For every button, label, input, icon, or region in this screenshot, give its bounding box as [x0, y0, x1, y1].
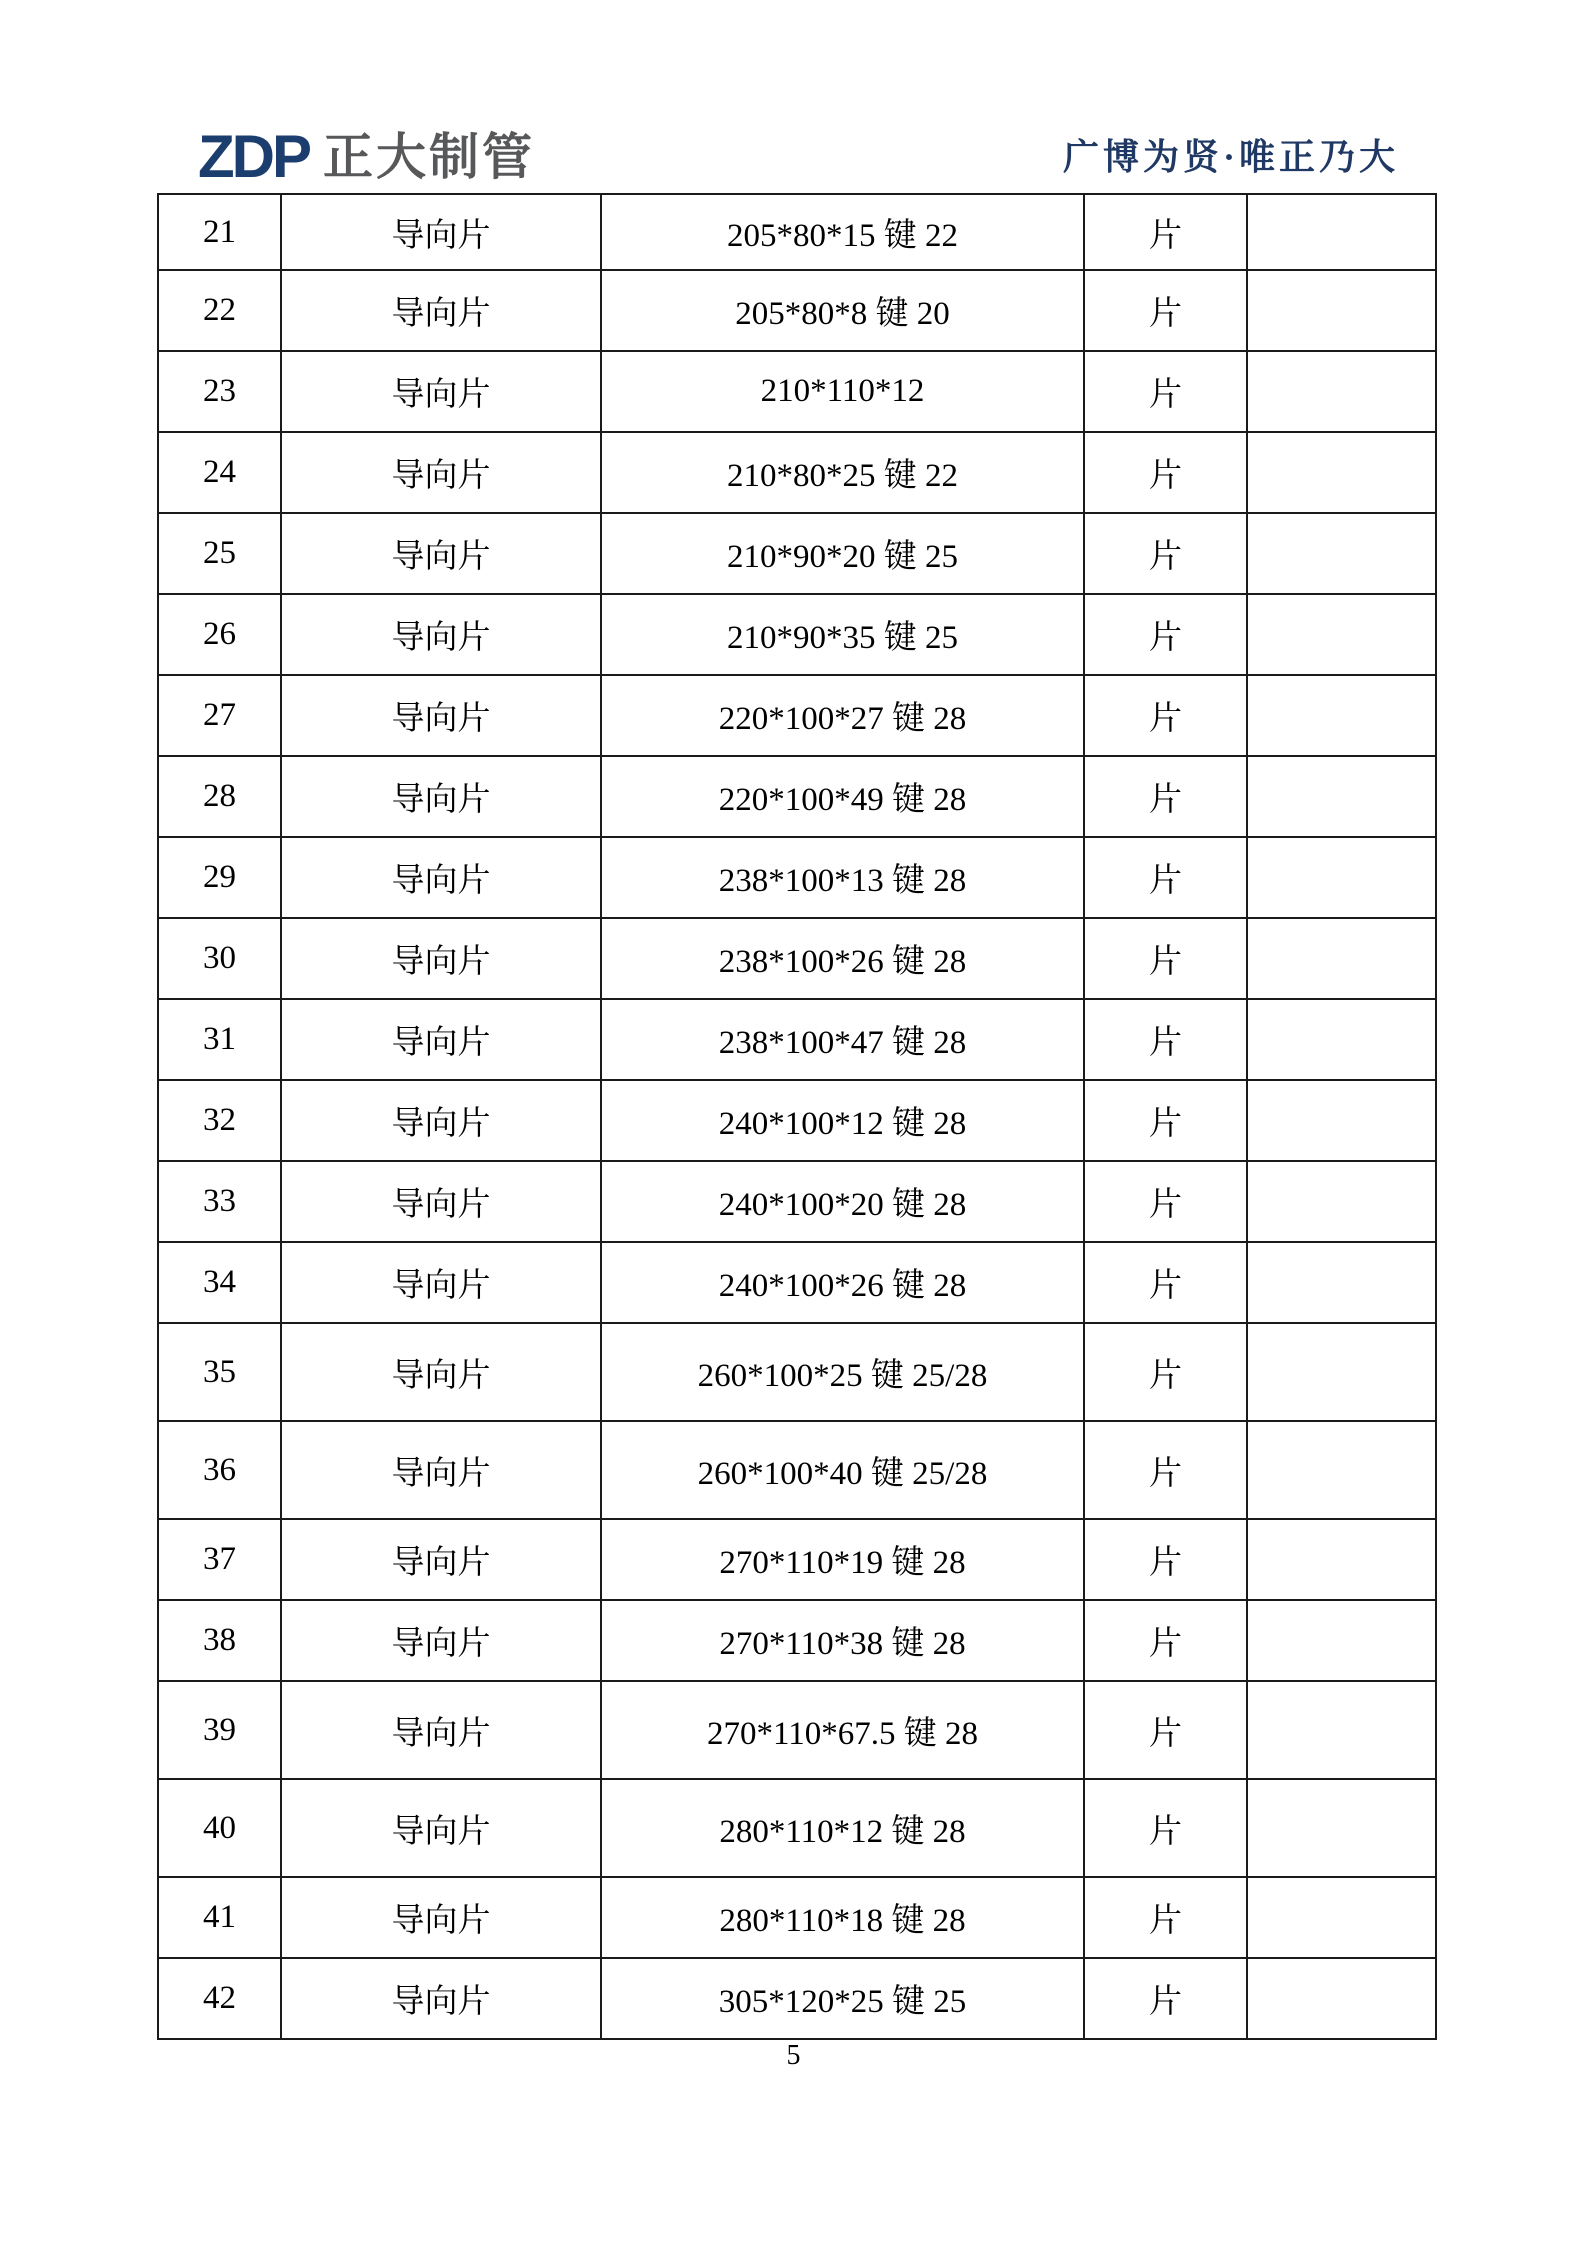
- item-unit: 片: [1084, 1877, 1247, 1958]
- item-note: [1247, 1600, 1436, 1681]
- item-spec: 210*110*12: [601, 351, 1084, 432]
- item-unit: 片: [1084, 194, 1247, 270]
- item-name: 导向片: [281, 918, 601, 999]
- row-number: 40: [158, 1779, 281, 1877]
- table-row: [158, 432, 1436, 513]
- row-number: 22: [158, 270, 281, 351]
- item-name: 导向片: [281, 1323, 601, 1421]
- page-number: 5: [786, 2040, 801, 2071]
- item-unit: 片: [1084, 1958, 1247, 2039]
- table-row: [158, 1161, 1436, 1242]
- item-spec: 210*80*25 键 22: [601, 432, 1084, 513]
- item-unit: 片: [1084, 675, 1247, 756]
- item-unit: 片: [1084, 1681, 1247, 1779]
- item-name: 导向片: [281, 1519, 601, 1600]
- item-name: 导向片: [281, 194, 601, 270]
- row-number: 38: [158, 1600, 281, 1681]
- item-name: 导向片: [281, 1161, 601, 1242]
- item-unit: 片: [1084, 432, 1247, 513]
- table-row: [158, 1519, 1436, 1600]
- item-unit: 片: [1084, 270, 1247, 351]
- table-row: [158, 513, 1436, 594]
- item-name: 导向片: [281, 513, 601, 594]
- item-note: [1247, 1877, 1436, 1958]
- item-note: [1247, 270, 1436, 351]
- item-note: [1247, 194, 1436, 270]
- row-number: 32: [158, 1080, 281, 1161]
- row-number: 34: [158, 1242, 281, 1323]
- item-name: 导向片: [281, 756, 601, 837]
- item-spec: 305*120*25 键 25: [601, 1958, 1084, 2039]
- item-spec: 260*100*40 键 25/28: [601, 1421, 1084, 1519]
- item-note: [1247, 837, 1436, 918]
- row-number: 31: [158, 999, 281, 1080]
- table-row: [158, 1242, 1436, 1323]
- item-name: 导向片: [281, 1242, 601, 1323]
- row-number: 41: [158, 1877, 281, 1958]
- table-row: [158, 837, 1436, 918]
- item-unit: 片: [1084, 513, 1247, 594]
- item-spec: 205*80*15 键 22: [601, 194, 1084, 270]
- item-spec: 270*110*19 键 28: [601, 1519, 1084, 1600]
- item-spec: 238*100*13 键 28: [601, 837, 1084, 918]
- item-name: 导向片: [281, 837, 601, 918]
- row-number: 28: [158, 756, 281, 837]
- item-unit: 片: [1084, 999, 1247, 1080]
- item-unit: 片: [1084, 1080, 1247, 1161]
- item-unit: 片: [1084, 351, 1247, 432]
- row-number: 24: [158, 432, 281, 513]
- row-number: 35: [158, 1323, 281, 1421]
- item-unit: 片: [1084, 837, 1247, 918]
- item-name: 导向片: [281, 1421, 601, 1519]
- item-spec: 238*100*26 键 28: [601, 918, 1084, 999]
- item-name: 导向片: [281, 1877, 601, 1958]
- table-row: [158, 270, 1436, 351]
- item-spec: 280*110*12 键 28: [601, 1779, 1084, 1877]
- table-row: [158, 594, 1436, 675]
- item-spec: 238*100*47 键 28: [601, 999, 1084, 1080]
- item-note: [1247, 918, 1436, 999]
- item-note: [1247, 1681, 1436, 1779]
- row-number: 39: [158, 1681, 281, 1779]
- item-note: [1247, 1421, 1436, 1519]
- item-unit: 片: [1084, 1779, 1247, 1877]
- table-row: [158, 1779, 1436, 1877]
- zdp-logo-icon: ZDP: [198, 123, 309, 190]
- item-spec: 280*110*18 键 28: [601, 1877, 1084, 1958]
- table-row: [158, 1877, 1436, 1958]
- item-note: [1247, 594, 1436, 675]
- table-row: [158, 1323, 1436, 1421]
- item-spec: 240*100*20 键 28: [601, 1161, 1084, 1242]
- item-unit: 片: [1084, 1242, 1247, 1323]
- item-unit: 片: [1084, 594, 1247, 675]
- table-row: [158, 675, 1436, 756]
- item-note: [1247, 675, 1436, 756]
- row-number: 29: [158, 837, 281, 918]
- item-name: 导向片: [281, 432, 601, 513]
- item-note: [1247, 1958, 1436, 2039]
- item-spec: 210*90*35 键 25: [601, 594, 1084, 675]
- company-name: 正大制管: [323, 129, 535, 185]
- item-note: [1247, 756, 1436, 837]
- row-number: 27: [158, 675, 281, 756]
- item-spec: 240*100*26 键 28: [601, 1242, 1084, 1323]
- item-note: [1247, 351, 1436, 432]
- table-row: [158, 1958, 1436, 2039]
- item-note: [1247, 999, 1436, 1080]
- item-name: 导向片: [281, 1779, 601, 1877]
- row-number: 21: [158, 194, 281, 270]
- table-row: [158, 1421, 1436, 1519]
- item-name: 导向片: [281, 999, 601, 1080]
- table-row: [158, 1080, 1436, 1161]
- table-row: [158, 918, 1436, 999]
- row-number: 26: [158, 594, 281, 675]
- table-row: [158, 756, 1436, 837]
- item-note: [1247, 1519, 1436, 1600]
- item-name: 导向片: [281, 270, 601, 351]
- item-unit: 片: [1084, 918, 1247, 999]
- company-logo: [198, 123, 535, 190]
- table-row: [158, 1600, 1436, 1681]
- table-row: [158, 999, 1436, 1080]
- row-number: 42: [158, 1958, 281, 2039]
- item-spec: 220*100*49 键 28: [601, 756, 1084, 837]
- item-note: [1247, 1779, 1436, 1877]
- item-note: [1247, 432, 1436, 513]
- item-spec: 270*110*67.5 键 28: [601, 1681, 1084, 1779]
- item-note: [1247, 1242, 1436, 1323]
- row-number: 23: [158, 351, 281, 432]
- row-number: 25: [158, 513, 281, 594]
- item-name: 导向片: [281, 1958, 601, 2039]
- row-number: 37: [158, 1519, 281, 1600]
- item-spec: 270*110*38 键 28: [601, 1600, 1084, 1681]
- item-name: 导向片: [281, 1681, 601, 1779]
- table-row: [158, 351, 1436, 432]
- item-name: 导向片: [281, 675, 601, 756]
- header-slogan: 广博为贤·唯正乃大: [1062, 137, 1399, 177]
- item-unit: 片: [1084, 756, 1247, 837]
- item-spec: 220*100*27 键 28: [601, 675, 1084, 756]
- item-name: 导向片: [281, 1080, 601, 1161]
- item-spec: 260*100*25 键 25/28: [601, 1323, 1084, 1421]
- item-note: [1247, 513, 1436, 594]
- spec-table-body: [158, 194, 1436, 2039]
- item-note: [1247, 1080, 1436, 1161]
- item-unit: 片: [1084, 1519, 1247, 1600]
- spec-table: [157, 193, 1437, 2040]
- item-note: [1247, 1323, 1436, 1421]
- table-row: [158, 1681, 1436, 1779]
- item-unit: 片: [1084, 1323, 1247, 1421]
- table-row: [158, 194, 1436, 270]
- row-number: 30: [158, 918, 281, 999]
- item-name: 导向片: [281, 594, 601, 675]
- item-unit: 片: [1084, 1421, 1247, 1519]
- item-spec: 205*80*8 键 20: [601, 270, 1084, 351]
- item-name: 导向片: [281, 1600, 601, 1681]
- row-number: 33: [158, 1161, 281, 1242]
- row-number: 36: [158, 1421, 281, 1519]
- item-note: [1247, 1161, 1436, 1242]
- item-name: 导向片: [281, 351, 601, 432]
- item-unit: 片: [1084, 1600, 1247, 1681]
- item-spec: 210*90*20 键 25: [601, 513, 1084, 594]
- item-spec: 240*100*12 键 28: [601, 1080, 1084, 1161]
- item-unit: 片: [1084, 1161, 1247, 1242]
